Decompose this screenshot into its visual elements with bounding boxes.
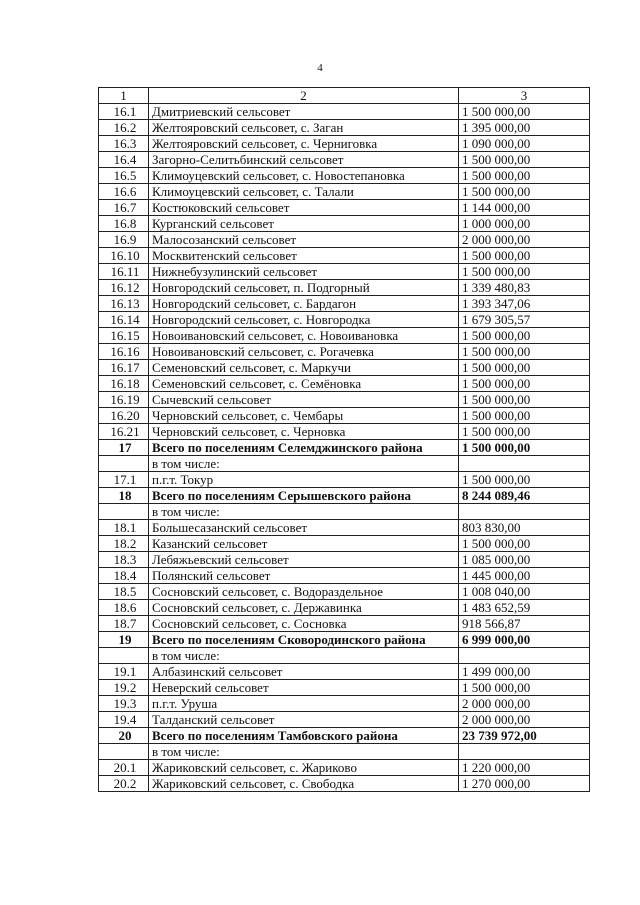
district-total-row [99, 632, 590, 648]
row-number-cell: 16.17 [99, 360, 149, 376]
row-amount-cell: 6 999 000,00 [459, 632, 590, 648]
table-row [99, 296, 590, 312]
allocation-table [98, 87, 590, 792]
table-row [99, 200, 590, 216]
row-name-cell: Сосновский сельсовет, с. Державинка [149, 600, 459, 616]
table-row [99, 696, 590, 712]
table-row [99, 280, 590, 296]
row-name-cell: Малосозанский сельсовет [149, 232, 459, 248]
row-name-cell: Полянский сельсовет [149, 568, 459, 584]
row-amount-cell: 2 000 000,00 [459, 696, 590, 712]
row-name-cell: Казанский сельсовет [149, 536, 459, 552]
row-number-cell: 16.3 [99, 136, 149, 152]
table-row [99, 456, 590, 472]
row-number-cell: 16.13 [99, 296, 149, 312]
row-amount-cell: 8 244 089,46 [459, 488, 590, 504]
row-name-cell: Жариковский сельсовет, с. Жариково [149, 760, 459, 776]
row-name-cell: Новгородский сельсовет, с. Бардагон [149, 296, 459, 312]
row-name-cell: Лебяжьевский сельсовет [149, 552, 459, 568]
row-amount-cell: 1 500 000,00 [459, 264, 590, 280]
table-row [99, 520, 590, 536]
row-name-cell: Сосновский сельсовет, с. Водораздельное [149, 584, 459, 600]
row-name-cell: Загорно-Селитьбинский сельсовет [149, 152, 459, 168]
row-name-cell: Большесазанский сельсовет [149, 520, 459, 536]
row-number-cell: 19.4 [99, 712, 149, 728]
row-amount-cell: 1 500 000,00 [459, 680, 590, 696]
row-number-cell: 16.18 [99, 376, 149, 392]
row-number-cell [99, 648, 149, 664]
row-amount-cell: 1 483 652,59 [459, 600, 590, 616]
row-number-cell [99, 456, 149, 472]
table-row [99, 760, 590, 776]
row-number-cell: 18.2 [99, 536, 149, 552]
row-name-cell: п.г.т. Уруша [149, 696, 459, 712]
row-name-cell: Сычевский сельсовет [149, 392, 459, 408]
row-amount-cell: 1 500 000,00 [459, 392, 590, 408]
row-amount-cell: 803 830,00 [459, 520, 590, 536]
column-header-name: 2 [149, 88, 459, 104]
row-number-cell: 19.2 [99, 680, 149, 696]
allocation-table-body [99, 88, 590, 792]
row-name-cell: Костюковский сельсовет [149, 200, 459, 216]
row-name-cell: Сосновский сельсовет, с. Сосновка [149, 616, 459, 632]
district-total-row [99, 488, 590, 504]
row-amount-cell: 2 000 000,00 [459, 232, 590, 248]
table-row [99, 232, 590, 248]
table-row [99, 184, 590, 200]
row-number-cell: 17.1 [99, 472, 149, 488]
row-name-cell: в том числе: [149, 744, 459, 760]
row-number-cell: 16.9 [99, 232, 149, 248]
row-name-cell: Климоуцевский сельсовет, с. Новостепановка [149, 168, 459, 184]
row-amount-cell [459, 744, 590, 760]
table-row [99, 344, 590, 360]
row-number-cell: 16.7 [99, 200, 149, 216]
row-number-cell: 16.2 [99, 120, 149, 136]
row-amount-cell: 1 500 000,00 [459, 408, 590, 424]
row-name-cell: Всего по поселениям Серышевского района [149, 488, 459, 504]
row-name-cell: Желтояровский сельсовет, с. Заган [149, 120, 459, 136]
row-amount-cell: 1 395 000,00 [459, 120, 590, 136]
row-amount-cell [459, 456, 590, 472]
column-header-amount: 3 [459, 88, 590, 104]
row-amount-cell: 1 270 000,00 [459, 776, 590, 792]
row-amount-cell: 1 500 000,00 [459, 344, 590, 360]
row-number-cell: 19 [99, 632, 149, 648]
table-row [99, 136, 590, 152]
row-amount-cell: 918 566,87 [459, 616, 590, 632]
table-row [99, 712, 590, 728]
table-row [99, 600, 590, 616]
row-name-cell: Жариковский сельсовет, с. Свободка [149, 776, 459, 792]
row-number-cell: 16.10 [99, 248, 149, 264]
row-amount-cell: 1 679 305,57 [459, 312, 590, 328]
table-row [99, 680, 590, 696]
row-number-cell: 18.7 [99, 616, 149, 632]
table-row [99, 376, 590, 392]
row-number-cell: 16.8 [99, 216, 149, 232]
row-name-cell: в том числе: [149, 504, 459, 520]
table-row [99, 312, 590, 328]
row-number-cell: 16.4 [99, 152, 149, 168]
row-name-cell: Всего по поселениям Селемджинского района [149, 440, 459, 456]
table-row [99, 264, 590, 280]
table-row [99, 120, 590, 136]
table-row [99, 216, 590, 232]
table-row [99, 584, 590, 600]
row-amount-cell: 1 000 000,00 [459, 216, 590, 232]
table-row [99, 168, 590, 184]
row-name-cell: Всего по поселениям Сковородинского района [149, 632, 459, 648]
row-name-cell: Неверский сельсовет [149, 680, 459, 696]
row-amount-cell: 23 739 972,00 [459, 728, 590, 744]
row-name-cell: Желтояровский сельсовет, с. Черниговка [149, 136, 459, 152]
row-number-cell: 16.15 [99, 328, 149, 344]
row-name-cell: Курганский сельсовет [149, 216, 459, 232]
row-number-cell: 16.21 [99, 424, 149, 440]
row-amount-cell: 1 339 480,83 [459, 280, 590, 296]
row-number-cell: 18 [99, 488, 149, 504]
row-amount-cell: 1 500 000,00 [459, 104, 590, 120]
row-number-cell [99, 504, 149, 520]
table-row [99, 616, 590, 632]
row-number-cell: 17 [99, 440, 149, 456]
table-row [99, 152, 590, 168]
row-name-cell: Москвитенский сельсовет [149, 248, 459, 264]
row-amount-cell: 2 000 000,00 [459, 712, 590, 728]
row-name-cell: в том числе: [149, 648, 459, 664]
row-amount-cell: 1 500 000,00 [459, 376, 590, 392]
row-amount-cell: 1 090 000,00 [459, 136, 590, 152]
table-header-row [99, 88, 590, 104]
row-name-cell: Семеновский сельсовет, с. Семёновка [149, 376, 459, 392]
table-row [99, 408, 590, 424]
row-number-cell: 16.20 [99, 408, 149, 424]
row-name-cell: Черновский сельсовет, с. Черновка [149, 424, 459, 440]
row-number-cell: 16.12 [99, 280, 149, 296]
table-row [99, 104, 590, 120]
row-name-cell: Албазинский сельсовет [149, 664, 459, 680]
row-number-cell: 18.5 [99, 584, 149, 600]
row-amount-cell: 1 500 000,00 [459, 472, 590, 488]
table-row [99, 248, 590, 264]
row-number-cell: 20.1 [99, 760, 149, 776]
table-row [99, 664, 590, 680]
row-amount-cell: 1 500 000,00 [459, 440, 590, 456]
row-name-cell: Черновский сельсовет, с. Чембары [149, 408, 459, 424]
row-number-cell: 18.6 [99, 600, 149, 616]
row-amount-cell: 1 500 000,00 [459, 360, 590, 376]
table-row [99, 424, 590, 440]
row-amount-cell: 1 445 000,00 [459, 568, 590, 584]
table-row [99, 360, 590, 376]
table-row [99, 536, 590, 552]
row-name-cell: Дмитриевский сельсовет [149, 104, 459, 120]
row-number-cell: 20.2 [99, 776, 149, 792]
table-row [99, 776, 590, 792]
row-amount-cell: 1 144 000,00 [459, 200, 590, 216]
row-number-cell: 16.5 [99, 168, 149, 184]
table-row [99, 392, 590, 408]
row-number-cell: 18.3 [99, 552, 149, 568]
row-name-cell: Нижнебузулинский сельсовет [149, 264, 459, 280]
row-amount-cell: 1 500 000,00 [459, 424, 590, 440]
row-amount-cell [459, 504, 590, 520]
row-amount-cell: 1 500 000,00 [459, 536, 590, 552]
row-name-cell: п.г.т. Токур [149, 472, 459, 488]
row-name-cell: в том числе: [149, 456, 459, 472]
row-name-cell: Новгородский сельсовет, п. Подгорный [149, 280, 459, 296]
row-amount-cell: 1 393 347,06 [459, 296, 590, 312]
row-amount-cell [459, 648, 590, 664]
row-amount-cell: 1 220 000,00 [459, 760, 590, 776]
row-number-cell: 16.19 [99, 392, 149, 408]
table-row [99, 328, 590, 344]
row-number-cell: 16.11 [99, 264, 149, 280]
table-row [99, 504, 590, 520]
row-amount-cell: 1 500 000,00 [459, 152, 590, 168]
row-number-cell: 16.14 [99, 312, 149, 328]
row-amount-cell: 1 500 000,00 [459, 184, 590, 200]
row-amount-cell: 1 500 000,00 [459, 168, 590, 184]
table-row [99, 472, 590, 488]
row-amount-cell: 1 085 000,00 [459, 552, 590, 568]
table-row [99, 552, 590, 568]
district-total-row [99, 440, 590, 456]
table-row [99, 744, 590, 760]
row-number-cell: 18.1 [99, 520, 149, 536]
row-number-cell: 16.16 [99, 344, 149, 360]
row-number-cell: 16.1 [99, 104, 149, 120]
table-row [99, 568, 590, 584]
page-number: 4 [317, 62, 323, 74]
row-name-cell: Новоивановский сельсовет, с. Рогачевка [149, 344, 459, 360]
table-row [99, 648, 590, 664]
row-name-cell: Климоуцевский сельсовет, с. Талали [149, 184, 459, 200]
row-amount-cell: 1 008 040,00 [459, 584, 590, 600]
row-name-cell: Всего по поселениям Тамбовского района [149, 728, 459, 744]
row-number-cell: 19.1 [99, 664, 149, 680]
row-number-cell: 16.6 [99, 184, 149, 200]
column-header-number: 1 [99, 88, 149, 104]
row-name-cell: Новоивановский сельсовет, с. Новоивановка [149, 328, 459, 344]
row-name-cell: Семеновский сельсовет, с. Маркучи [149, 360, 459, 376]
row-number-cell: 18.4 [99, 568, 149, 584]
row-number-cell: 19.3 [99, 696, 149, 712]
row-amount-cell: 1 500 000,00 [459, 248, 590, 264]
row-number-cell: 20 [99, 728, 149, 744]
row-name-cell: Талданский сельсовет [149, 712, 459, 728]
row-name-cell: Новгородский сельсовет, с. Новгородка [149, 312, 459, 328]
row-amount-cell: 1 499 000,00 [459, 664, 590, 680]
district-total-row [99, 728, 590, 744]
row-number-cell [99, 744, 149, 760]
row-amount-cell: 1 500 000,00 [459, 328, 590, 344]
